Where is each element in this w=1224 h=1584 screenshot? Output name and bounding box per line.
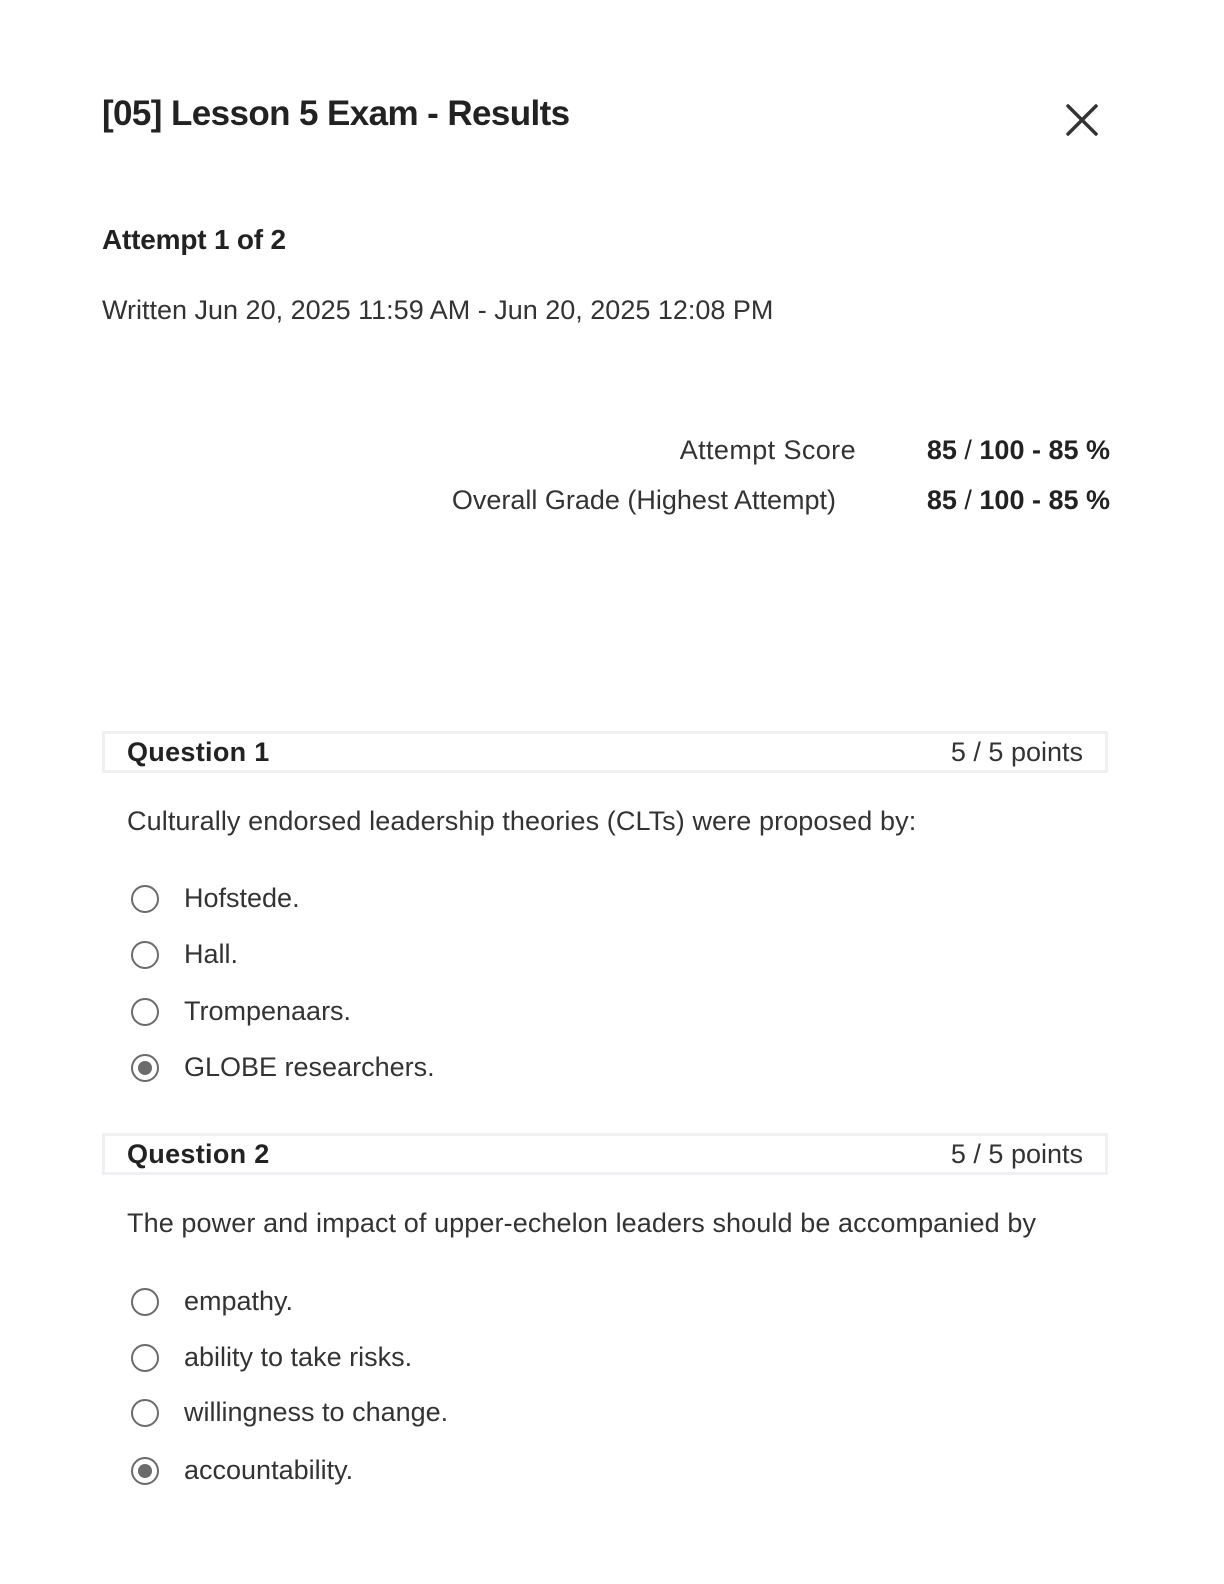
radio-button[interactable]	[131, 941, 159, 969]
attempt-written-dates: Written Jun 20, 2025 11:59 AM - Jun 20, 2025 12:08 PM	[102, 295, 774, 325]
attempt-score-label: Attempt Score	[679, 435, 856, 465]
overall-grade-value: 85 / 100 - 85 %	[926, 485, 1110, 515]
question-2-option-3[interactable]	[131, 1397, 448, 1428]
radio-button[interactable]	[131, 1344, 159, 1372]
question-2-option-1[interactable]	[131, 1286, 293, 1317]
radio-button-selected[interactable]	[131, 1457, 159, 1485]
option-label: accountability.	[184, 1455, 354, 1485]
radio-button[interactable]	[131, 1288, 159, 1316]
question-2-option-2[interactable]	[131, 1342, 412, 1373]
overall-grade-row	[452, 485, 1110, 516]
page-title: [05] Lesson 5 Exam - Results	[102, 94, 570, 133]
attempt-heading: Attempt 1 of 2	[102, 224, 286, 255]
option-label: ability to take risks.	[184, 1342, 413, 1372]
question-1-header	[102, 731, 1108, 773]
overall-grade-label: Overall Grade (Highest Attempt)	[451, 485, 836, 515]
radio-button[interactable]	[131, 998, 159, 1026]
question-title: Question 1	[127, 736, 270, 767]
question-2-header	[102, 1133, 1108, 1175]
option-label: empathy.	[184, 1286, 294, 1316]
attempt-score-row	[680, 435, 1110, 466]
radio-button[interactable]	[131, 1399, 159, 1427]
question-points: 5 / 5 points	[950, 736, 1083, 767]
question-title: Question 2	[127, 1138, 270, 1169]
option-label: willingness to change.	[184, 1397, 449, 1427]
close-icon	[1065, 103, 1099, 137]
question-1-option-4[interactable]	[131, 1052, 435, 1083]
question-points: 5 / 5 points	[950, 1138, 1083, 1169]
option-label: Trompenaars.	[184, 996, 352, 1026]
radio-button[interactable]	[131, 885, 159, 913]
question-1-option-3[interactable]	[131, 996, 351, 1027]
option-label: Hall.	[184, 939, 239, 969]
attempt-score-value: 85 / 100 - 85 %	[926, 435, 1110, 465]
option-label: GLOBE researchers.	[184, 1052, 435, 1082]
radio-button-selected[interactable]	[131, 1054, 159, 1082]
question-1-text: Culturally endorsed leadership theories (CLTs) were proposed by:	[127, 806, 917, 836]
close-button[interactable]	[1058, 96, 1106, 144]
option-label: Hofstede.	[184, 883, 300, 913]
question-1-option-2[interactable]	[131, 939, 238, 970]
question-2-text: The power and impact of upper-echelon leaders should be accompanied by	[127, 1208, 1037, 1238]
question-2-option-4[interactable]	[131, 1455, 353, 1486]
question-1-option-1[interactable]	[131, 883, 300, 914]
